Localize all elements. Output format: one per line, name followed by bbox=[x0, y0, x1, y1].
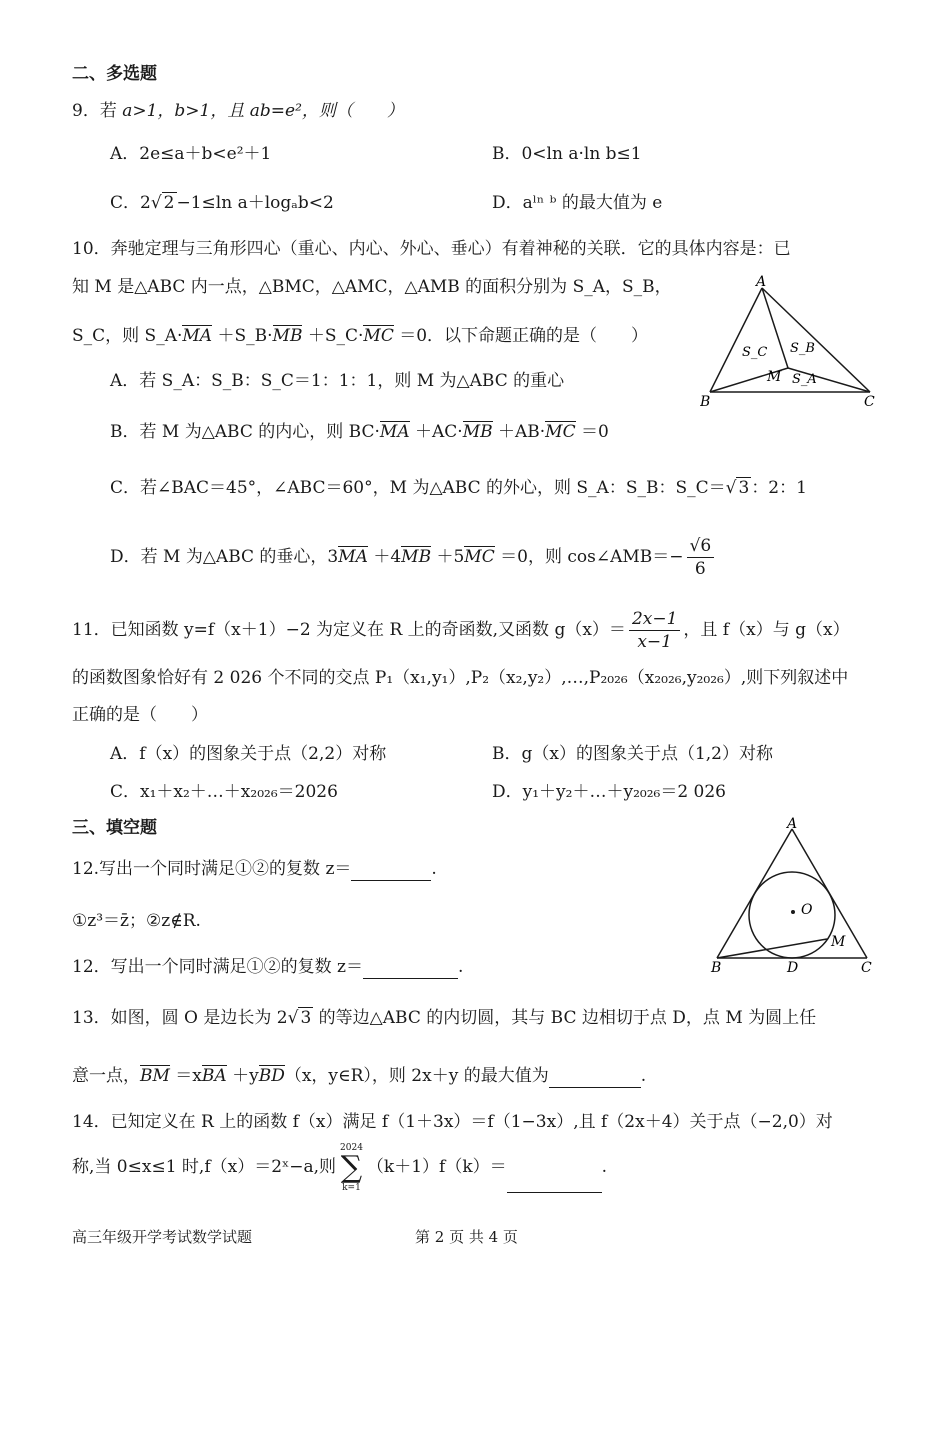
q9-stem bbox=[72, 100, 404, 122]
q10-option-b bbox=[110, 421, 609, 443]
vector-mb-b: MB bbox=[462, 422, 493, 442]
fig2-label-b: B bbox=[711, 960, 722, 975]
q12a-conditions: ①z³＝z̄；②z∉R. bbox=[72, 911, 201, 931]
q9-stem-prefix: 9．若 bbox=[72, 101, 123, 121]
fig2-label-a: A bbox=[787, 816, 798, 832]
q10-option-c bbox=[110, 477, 807, 499]
q10-line3 bbox=[72, 325, 648, 347]
q9-option-c-label: C．2 bbox=[110, 193, 151, 213]
q14-line2 bbox=[72, 1142, 607, 1193]
vector-bd: BD bbox=[258, 1066, 285, 1086]
q11-line1-b: ，且 f（x）与 g（x） bbox=[683, 620, 850, 640]
q11-line2: 的函数图象恰好有 2 026 个不同的交点 P₁（x₁,y₁）,P₂（x₂,y₂）,…,P₂₀₂₆（x₂₀₂₆,y₂₀₂₆）,则下列叙述中 bbox=[72, 668, 849, 688]
fig1-label-b: B bbox=[700, 394, 711, 410]
q12b-line1-text: 12．写出一个同时满足①②的复数 z＝ bbox=[72, 957, 363, 977]
q10-option-d-a: D．若 M 为△ABC 的垂心，3 bbox=[110, 547, 339, 567]
fig1-label-c: C bbox=[864, 394, 875, 410]
fig1-label-sc: S_C bbox=[742, 345, 768, 360]
q11-option-c: C．x₁＋x₂＋…＋x₂₀₂₆＝2026 bbox=[110, 782, 338, 802]
q10-line2: 知 M 是△ABC 内一点，△BMC，△AMC，△AMB 的面积分别为 S_A，S_B， bbox=[72, 277, 672, 297]
q13-line2-b: ＝x bbox=[169, 1066, 202, 1086]
q10-option-c-b: ：2：1 bbox=[751, 478, 807, 498]
footer-exam-title: 高三年级开学考试数学试题 bbox=[72, 1228, 253, 1246]
q11-line1 bbox=[72, 606, 850, 654]
fraction-g-of-x: $\frac{2x-1}{x-1}$ bbox=[629, 608, 680, 653]
q13-line1 bbox=[72, 1007, 816, 1029]
q12a-answer-blank[interactable] bbox=[351, 858, 431, 881]
q14-line2-end: . bbox=[601, 1157, 608, 1177]
figure-triangle-areas bbox=[700, 272, 885, 412]
q13-line2-c: ＋y bbox=[226, 1066, 259, 1086]
q9-option-b: B．0<ln a·ln b≤1 bbox=[492, 144, 642, 164]
q10-line3-a: S_C，则 S_A· bbox=[72, 326, 183, 346]
q13-answer-blank[interactable] bbox=[549, 1065, 641, 1088]
q9-option-a: A．2e≤a＋b<e²＋1 bbox=[110, 144, 272, 164]
fig2-label-o: O bbox=[801, 902, 813, 918]
q10-option-d-b: ＋4 bbox=[367, 547, 402, 567]
vector-mb: MB bbox=[272, 326, 303, 346]
fig1-label-a: A bbox=[756, 274, 767, 290]
summation-symbol: 2024 ∑ k=1 bbox=[340, 1142, 363, 1193]
q13-line2-a: 意一点， bbox=[72, 1066, 140, 1086]
sqrt-3-side: √ 3 bbox=[287, 1008, 312, 1028]
q14-answer-blank[interactable] bbox=[507, 1142, 602, 1193]
q9-option-c-rest: −1≤ln a＋logₐb<2 bbox=[176, 193, 334, 213]
q12b-line1-end: . bbox=[458, 957, 464, 977]
fraction-sqrt6-over-6: $\frac{√6}{6}$ bbox=[687, 535, 715, 580]
vector-mc-d: MC bbox=[464, 547, 495, 567]
q10-option-b-b: ＋AC· bbox=[409, 422, 463, 442]
q13-line1-a: 13．如图，圆 O 是边长为 2 bbox=[72, 1008, 288, 1028]
q10-option-c-a: C．若∠BAC＝45°，∠ABC＝60°，M 为△ABC 的外心，则 S_A：S_B：S_C＝ bbox=[110, 478, 726, 498]
q10-line1: 10．奔驰定理与三角形四心（重心、内心、外心、垂心）有着神秘的关联．它的具体内容是：已 bbox=[72, 239, 791, 259]
q14-line1: 14．已知定义在 R 上的函数 f（x）满足 f（1＋3x）＝f（1−3x）,且 f（2x＋4）关于点（−2,0）对 bbox=[72, 1112, 833, 1132]
fig1-label-sb: S_B bbox=[790, 341, 815, 356]
q9-option-d-rest: aˡⁿ ᵇ 的最大值为 e bbox=[522, 193, 663, 213]
q10-option-b-a: B．若 M 为△ABC 的内心，则 BC· bbox=[110, 422, 380, 442]
q11-option-a: A．f（x）的图象关于点（2,2）对称 bbox=[110, 744, 387, 764]
figure-incircle bbox=[705, 815, 880, 975]
sqrt-2: √ 2 bbox=[150, 193, 175, 213]
q13-line2-d: （x，y∈R），则 2x＋y 的最大值为 bbox=[284, 1066, 549, 1086]
fig2-label-m: M bbox=[831, 934, 846, 950]
footer-page-number: 第 2 页 共 4 页 bbox=[415, 1228, 518, 1246]
q10-option-d bbox=[110, 532, 717, 582]
q10-option-a: A．若 S_A：S_B：S_C＝1：1：1，则 M 为△ABC 的重心 bbox=[110, 371, 565, 391]
fig2-label-d: D bbox=[787, 960, 799, 975]
q12a-line1 bbox=[72, 858, 437, 881]
vector-mb-d: MB bbox=[401, 547, 432, 567]
vector-mc-b: MC bbox=[545, 422, 576, 442]
q10-option-d-c: ＋5 bbox=[431, 547, 465, 567]
vector-ba: BA bbox=[201, 1066, 227, 1086]
q9-option-d-label: D． bbox=[492, 193, 523, 213]
vector-ma-b: MA bbox=[379, 422, 410, 442]
q9-stem-condition: a>1，b>1，且 ab=e²，则（ ） bbox=[122, 101, 404, 121]
sqrt-3-ratio: √ 3 bbox=[725, 478, 750, 498]
q11-option-d: D．y₁＋y₂＋…＋y₂₀₂₆＝2 026 bbox=[492, 782, 726, 802]
section-multi-title: 二、多选题 bbox=[72, 64, 157, 84]
q9-option-c bbox=[110, 192, 334, 214]
q12b-answer-blank[interactable] bbox=[363, 956, 458, 979]
fig2-label-c: C bbox=[861, 960, 872, 975]
q9-option-d bbox=[492, 192, 662, 214]
q10-option-b-d: ＝0 bbox=[575, 422, 609, 442]
vector-ma-d: MA bbox=[338, 547, 368, 567]
q11-option-b: B．g（x）的图象关于点（1,2）对称 bbox=[492, 744, 773, 764]
q10-option-b-c: ＋AB· bbox=[492, 422, 546, 442]
q12a-line1-end: . bbox=[431, 859, 437, 879]
q14-line2-b: （k＋1）f（k）＝ bbox=[366, 1157, 507, 1177]
vector-ma: MA bbox=[182, 326, 213, 346]
q11-line1-a: 11．已知函数 y=f（x＋1）−2 为定义在 R 上的奇函数,又函数 g（x）＝ bbox=[72, 620, 626, 640]
vector-mc: MC bbox=[363, 326, 394, 346]
vector-bm: BM bbox=[140, 1066, 170, 1086]
q14-line2-a: 称,当 0≤x≤1 时,f（x）＝2ˣ−a,则 bbox=[72, 1157, 337, 1177]
q11-line3: 正确的是（ ） bbox=[72, 705, 208, 725]
q10-option-d-d: ＝0，则 cos∠AMB＝− bbox=[494, 547, 684, 567]
q12b-line1 bbox=[72, 956, 463, 979]
q13-line2 bbox=[72, 1065, 646, 1088]
q13-line1-b: 的等边△ABC 的内切圆，其与 BC 边相切于点 D，点 M 为圆上任 bbox=[313, 1008, 817, 1028]
fig1-label-m: M bbox=[767, 369, 782, 385]
q12a-line1-text: 12.写出一个同时满足①②的复数 z＝ bbox=[72, 859, 352, 879]
q10-line3-b: ＋S_B· bbox=[212, 326, 273, 346]
fig1-label-sa: S_A bbox=[792, 372, 817, 387]
section-fill-title: 三、填空题 bbox=[72, 818, 157, 838]
q10-line3-d: ＝0．以下命题正确的是（ ） bbox=[393, 326, 649, 346]
q10-line3-c: ＋S_C· bbox=[302, 326, 364, 346]
q13-line2-end: . bbox=[640, 1066, 647, 1086]
